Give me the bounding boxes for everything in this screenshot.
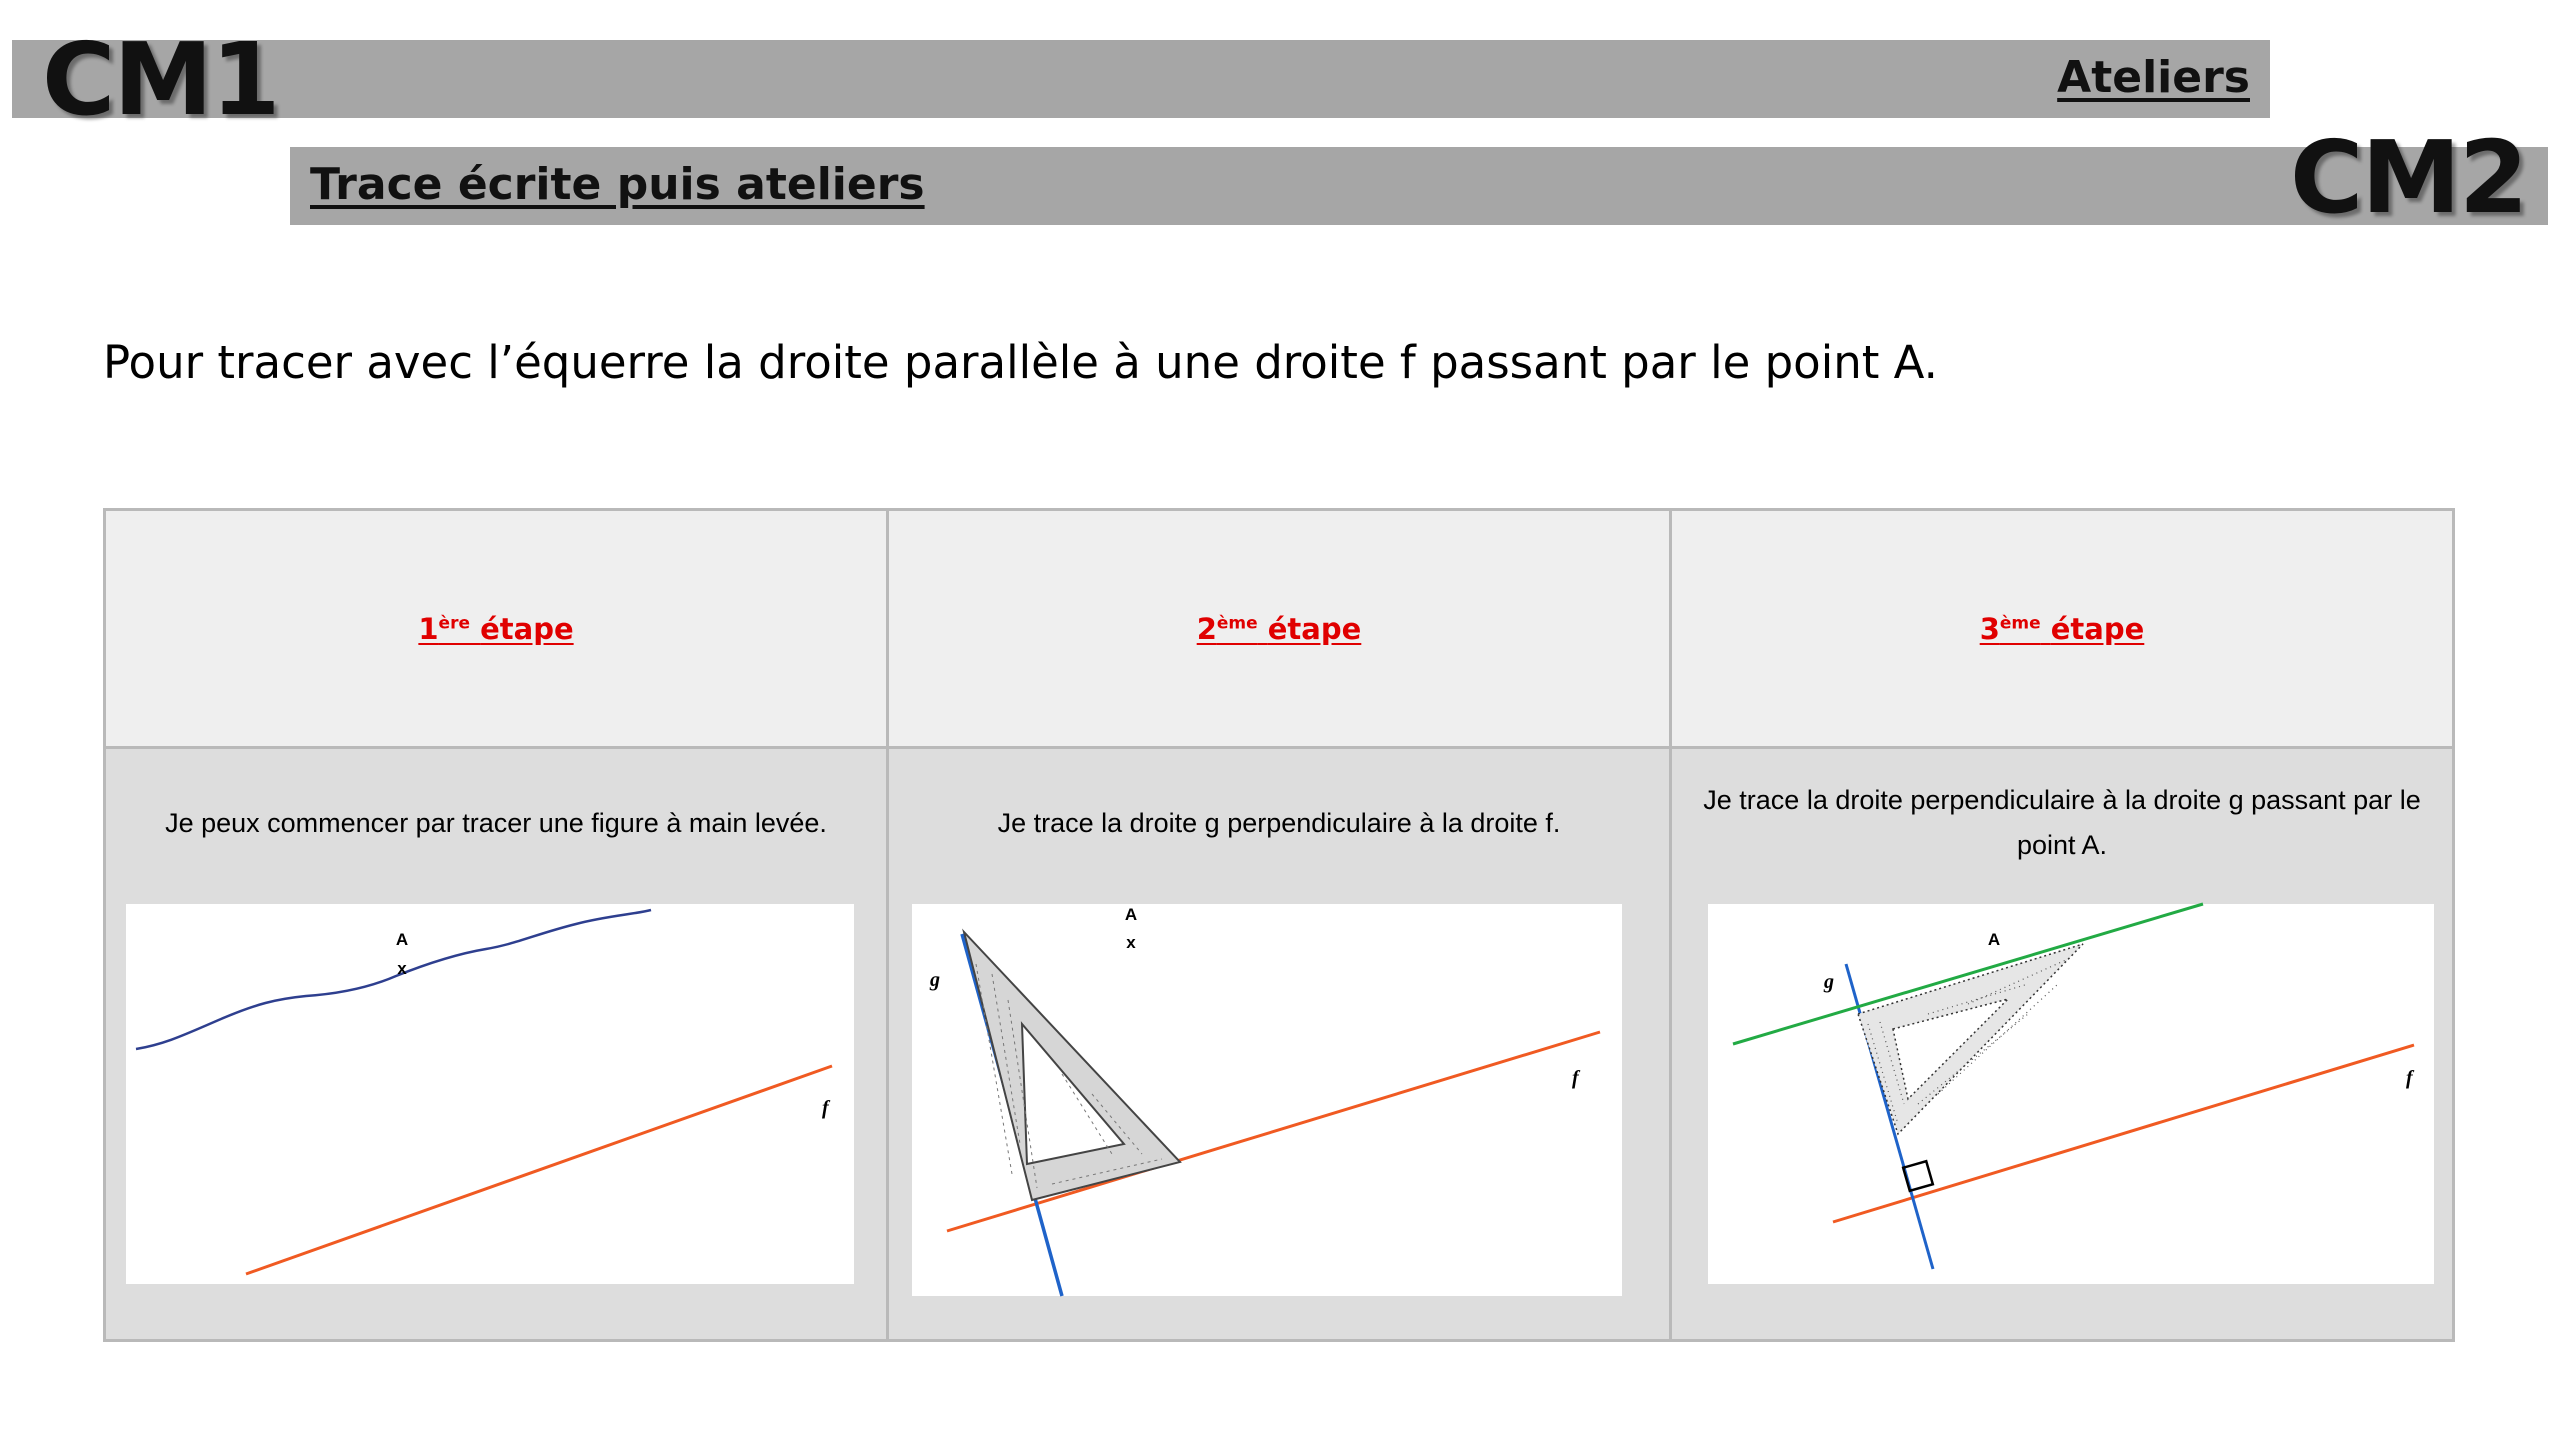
point-a-mark: x <box>1126 933 1136 952</box>
line-f <box>246 1066 832 1274</box>
step-1-suffix: ère <box>438 612 470 633</box>
step-3-cell <box>1671 748 2454 1341</box>
step-3-header <box>1671 510 2454 748</box>
parallel-line <box>1733 904 2203 1044</box>
line-f <box>1833 1045 2414 1222</box>
line-f <box>947 1032 1600 1231</box>
steps-body-row <box>105 748 2454 1341</box>
line-g-label: g <box>1824 971 1834 993</box>
steps-header-row <box>105 510 2454 748</box>
instruction-text: Pour tracer avec l’équerre la droite parallèle à une droite f passant par le point A. <box>103 336 1938 389</box>
step-3-description: Je trace la droite perpendiculaire à la droite g passant par le point A. <box>1703 785 2421 860</box>
step-2-figure <box>912 904 1622 1296</box>
line-g-label: g <box>930 969 940 991</box>
freehand-line <box>136 910 651 1049</box>
line-f-label: f <box>1572 1067 1579 1089</box>
step-2-suffix: ème <box>1216 612 1258 633</box>
step-3-suffix: ème <box>1999 612 2041 633</box>
set-square <box>964 932 1180 1200</box>
point-a-label: A <box>1987 930 2001 949</box>
step-1-cell <box>105 748 888 1341</box>
steps-table <box>103 508 2455 1342</box>
step-3-number: 3 <box>1979 611 2000 646</box>
section-label: Ateliers <box>2057 52 2250 103</box>
step-1-title-word: étape <box>480 611 574 646</box>
step-1-description: Je peux commencer par tracer une figure à main levée. <box>165 807 827 838</box>
level-label-right: CM2 <box>2290 119 2527 236</box>
step-3-title-word: étape <box>2050 611 2145 646</box>
point-a-label: A <box>1124 905 1138 924</box>
level-label-left: CM1 <box>42 21 279 138</box>
point-a-label: A <box>395 930 409 949</box>
point-a-mark: x <box>397 959 407 978</box>
step-2-number: 2 <box>1196 611 1217 646</box>
step-3-title <box>1980 612 2145 646</box>
line-f-label: f <box>822 1097 829 1119</box>
step-2-description: Je trace la droite g perpendiculaire à la droite f. <box>997 807 1561 838</box>
step-1-header <box>105 510 888 748</box>
step-2-title <box>1197 612 1362 646</box>
line-f-label: f <box>2406 1067 2413 1089</box>
header-band-top <box>12 40 2270 118</box>
step-1-number: 1 <box>418 611 439 646</box>
step-2-title-word: étape <box>1267 611 1362 646</box>
step-1-figure <box>126 904 854 1284</box>
step-2-header <box>888 510 1671 748</box>
step-2-cell <box>888 748 1671 1341</box>
step-3-figure <box>1708 904 2434 1284</box>
step-1-title <box>418 612 573 646</box>
page-subtitle: Trace écrite puis ateliers <box>310 159 925 210</box>
